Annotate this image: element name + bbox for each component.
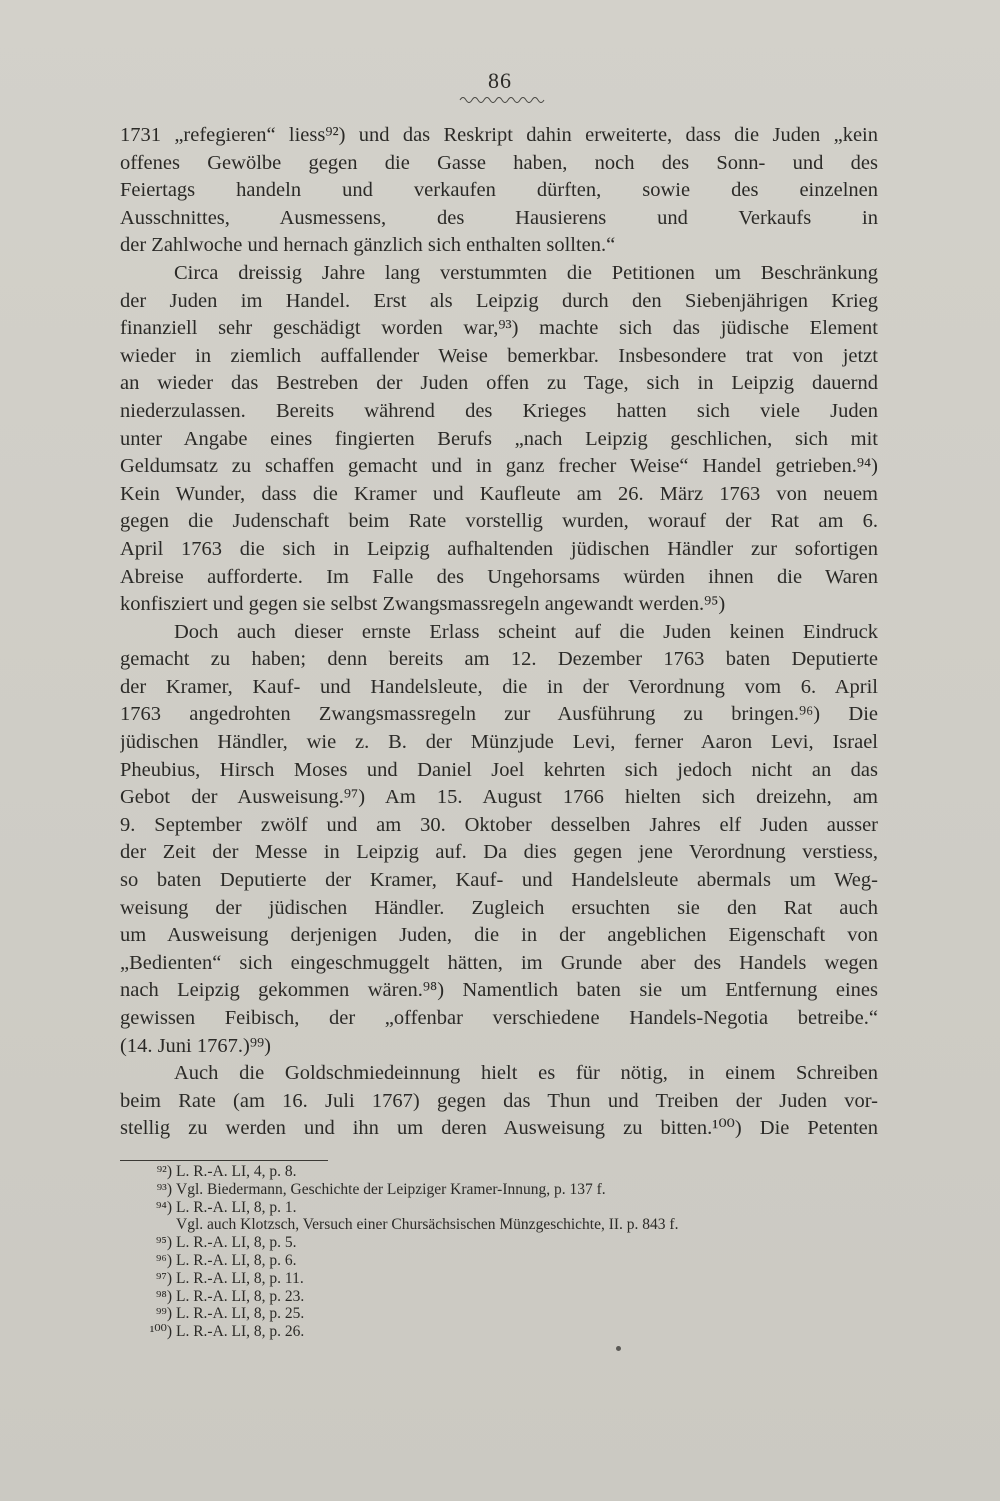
text-line: gegen die Judenschaft beim Rate vorstellig wurden, worauf der Rat am 6. (120, 510, 878, 533)
text-line: offenes Gewölbe gegen die Gasse haben, noch des Sonn- und des (120, 151, 878, 174)
text-line: gemacht zu haben; denn bereits am 12. Dezember 1763 baten Deputierte (120, 648, 878, 671)
ornament-wave (459, 93, 545, 107)
text-line: Gebot der Ausweisung.⁹⁷) Am 15. August 1766 hielten sich dreizehn, am (120, 786, 878, 809)
text-line: Pheubius, Hirsch Moses und Daniel Joel kehrten sich jedoch nicht an das (120, 758, 878, 781)
text-line: der Kramer, Kauf- und Handelsleute, die in der Verordnung vom 6. April (120, 675, 878, 698)
footnote (120, 1323, 880, 1341)
text-line: konfisziert und gegen sie selbst Zwangsmassregeln angewandt werden.⁹⁵) (120, 593, 726, 616)
body-text (120, 122, 878, 1143)
footnote (120, 1181, 880, 1199)
text-line: Doch auch dieser ernste Erlass scheint auf die Juden keinen Eindruck (174, 620, 878, 643)
footnote (120, 1163, 880, 1181)
text-line: der Zeit der Messe in Leipzig auf. Da dies gegen jene Verordnung verstiess, (120, 841, 878, 864)
text-line: beim Rate (am 16. Juli 1767) gegen das Thun und Treiben der Juden vor- (120, 1089, 878, 1112)
footnote-text: L. R.-A. LI, 8, p. 6. (176, 1251, 297, 1269)
footnote-text: L. R.-A. LI, 8, p. 1. (176, 1198, 297, 1216)
text-line: nach Leipzig gekommen wären.⁹⁸) Namentlich baten sie um Entfernung eines (120, 979, 878, 1002)
text-line: Feiertags handeln und verkaufen dürften, sowie des einzelnen (120, 179, 878, 202)
footnote (120, 1288, 880, 1306)
footnote-marker: ¹⁰⁰) (149, 1323, 172, 1341)
text-line: niederzulassen. Bereits während des Krieges hatten sich viele Juden (120, 399, 878, 422)
footnote-marker: ⁹³) (156, 1180, 172, 1198)
footnote-text: L. R.-A. LI, 8, p. 25. (176, 1305, 305, 1323)
footnote (120, 1234, 880, 1252)
footnote-text: Vgl. auch Klotzsch, Versuch einer Chursächsischen Münzgeschichte, II. p. 843 f. (176, 1216, 679, 1234)
footnote-text: L. R.-A. LI, 8, p. 5. (176, 1234, 297, 1252)
text-line: 1731 „refegieren“ liess⁹²) und das Reskript dahin erweiterte, dass die Juden „kein (120, 124, 878, 146)
text-line: finanziell sehr geschädigt worden war,⁹³) machte sich das jüdische Element (120, 317, 878, 340)
text-line: Ausschnittes, Ausmessens, des Hausierens und Verkaufs in (120, 206, 878, 229)
text-line: (14. Juni 1767.)⁹⁹) (120, 1034, 271, 1057)
footnote-marker: ⁹⁶) (156, 1251, 172, 1269)
footnote-marker: ⁹⁹) (156, 1305, 172, 1323)
text-line: unter Angabe eines fingierten Berufs „nach Leipzig geschlichen, sich mit (120, 427, 878, 450)
text-line: 1763 angedrohten Zwangsmassregeln zur Ausführung zu bringen.⁹⁶) Die (120, 703, 878, 726)
text-line: jüdischen Händler, wie z. B. der Münzjude Levi, ferner Aaron Levi, Israel (120, 731, 878, 754)
footnote-text: Vgl. Biedermann, Geschichte der Leipziger Kramer-Innung, p. 137 f. (176, 1180, 606, 1198)
text-line: an wieder das Bestreben der Juden offen zu Tage, sich in Leipzig dauernd (120, 372, 878, 395)
text-line: der Juden im Handel. Erst als Leipzig durch den Siebenjährigen Krieg (120, 289, 878, 312)
text-line: so baten Deputierte der Kramer, Kauf- und Handelsleute abermals um Weg- (120, 869, 878, 892)
text-line: wieder in ziemlich auffallender Weise bemerkbar. Insbesondere trat von jetzt (120, 344, 878, 367)
footnote (120, 1199, 880, 1217)
text-line: „Bedienten“ sich eingeschmuggelt hätten, im Grunde aber des Handels wegen (120, 951, 878, 974)
footnote-marker: ⁹⁸) (156, 1287, 172, 1305)
text-line: Circa dreissig Jahre lang verstummten die Petitionen um Beschränkung (174, 261, 878, 284)
text-line: Auch die Goldschmiedeinnung hielt es für nötig, in einem Schreiben (174, 1062, 878, 1085)
footnote-divider (120, 1160, 328, 1161)
footnote-text: L. R.-A. LI, 8, p. 11. (176, 1269, 304, 1287)
ink-spot (616, 1346, 621, 1351)
footnote-marker: ⁹⁵) (156, 1234, 172, 1252)
text-line: Geldumsatz zu schaffen gemacht und in ganz frecher Weise“ Handel getrieben.⁹⁴) (120, 455, 878, 478)
footnote-text: L. R.-A. LI, 8, p. 23. (176, 1287, 305, 1305)
text-line: um Ausweisung derjenigen Juden, die in der angeblichen Eigenschaft von (120, 924, 878, 947)
footnote (120, 1305, 880, 1323)
text-line: April 1763 die sich in Leipzig aufhaltenden jüdischen Händler zur sofortigen (120, 537, 878, 560)
footnote-marker: ⁹²) (156, 1163, 172, 1180)
footnote-text: L. R.-A. LI, 8, p. 26. (176, 1323, 305, 1341)
page-number: 86 (488, 68, 512, 93)
text-line: der Zahlwoche und hernach gänzlich sich enthalten sollten.“ (120, 234, 616, 257)
text-line: Abreise aufforderte. Im Falle des Ungehorsams würden ihnen die Waren (120, 565, 878, 588)
footnote (120, 1252, 880, 1270)
footnote (120, 1270, 880, 1288)
text-line: weisung der jüdischen Händler. Zugleich ersuchten sie den Rat auch (120, 896, 878, 919)
footnote (120, 1216, 880, 1234)
footnotes (120, 1163, 880, 1341)
text-line: gewissen Feibisch, der „offenbar verschiedene Handels-Negotia betreibe.“ (120, 1007, 878, 1029)
footnote-marker: ⁹⁴) (156, 1198, 172, 1216)
text-line: 9. September zwölf und am 30. Oktober desselben Jahres elf Juden ausser (120, 813, 878, 836)
footnote-text: L. R.-A. LI, 4, p. 8. (176, 1163, 297, 1180)
text-line: stellig zu werden und ihn um deren Ausweisung zu bitten.¹⁰⁰) Die Petenten (120, 1117, 878, 1140)
text-line: Kein Wunder, dass die Kramer und Kaufleute am 26. März 1763 von neuem (120, 482, 878, 505)
footnote-marker: ⁹⁷) (156, 1269, 172, 1287)
